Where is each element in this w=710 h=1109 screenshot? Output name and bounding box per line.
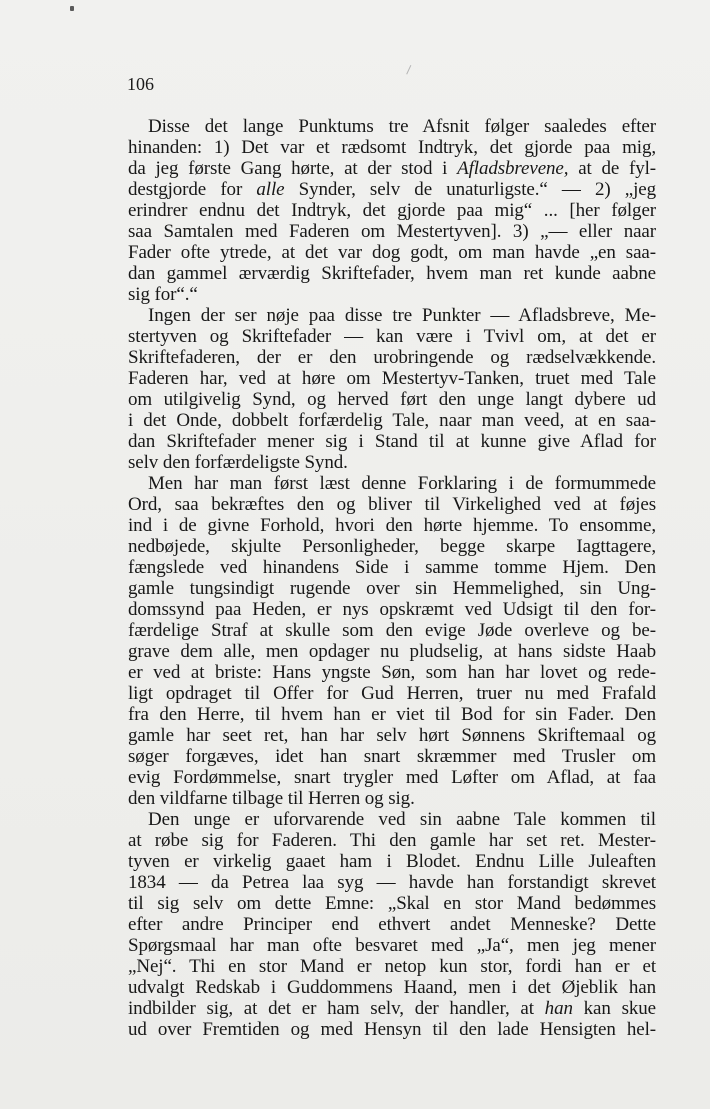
- text-line: dan gammel ærværdig Skriftefader, hvem man ret kunde aabne: [128, 263, 656, 284]
- text-line: at røbe sig for Faderen. Thi den gamle har set ret. Mester-: [128, 830, 656, 851]
- text-line: nedbøjede, skjulte Personligheder, begge skarpe Iagttagere,: [128, 536, 656, 557]
- text-line: er ved at briste: Hans yngste Søn, som han har lovet og rede-: [128, 662, 656, 683]
- text-line: fængslede ved hinandens Side i samme tomme Hjem. Den: [128, 557, 656, 578]
- scan-speck: [70, 6, 74, 11]
- text-line: Skriftefaderen, der er den urobringende og rædselvækkende.: [128, 347, 656, 368]
- text-line: erindrer endnu det Indtryk, det gjorde paa mig“ ... [her følger: [128, 200, 656, 221]
- text-line: Men har man først læst denne Forklaring i de formummede: [148, 473, 656, 494]
- text-line: domssynd paa Heden, er nys opskræmt ved Udsigt til den for-: [128, 599, 656, 620]
- text-line: Den unge er uforvarende ved sin aabne Tale kommen til: [148, 809, 656, 830]
- text-line: om utilgivelig Synd, og herved ført den unge langt dybere ud: [128, 389, 656, 410]
- text-line: 1834 — da Petrea laa syg — havde han forstandigt skrevet: [128, 872, 656, 893]
- text-line: færdelige Straf at skulle som den evige Jøde overleve og be-: [128, 620, 656, 641]
- italic-text: alle: [256, 179, 285, 200]
- italic-text: han: [544, 998, 573, 1019]
- text-line: grave dem alle, men opdager nu pludselig, at hans sidste Haab: [128, 641, 656, 662]
- text-line: tyven er virkelig gaaet ham i Blodet. Endnu Lille Juleaften: [128, 851, 656, 872]
- italic-text: Afladsbrevene,: [457, 158, 569, 179]
- text-line: søger forgæves, idet han snart skræmmer med Trusler om: [128, 746, 656, 767]
- body-text: [128, 116, 656, 1040]
- page-number: 106: [127, 74, 154, 94]
- text-line: indbilder sig, at det er ham selv, der handler, at han kan skue: [128, 998, 656, 1019]
- text-line: Ingen der ser nøje paa disse tre Punkter — Afladsbreve, Me-: [148, 305, 656, 326]
- text-line: da jeg første Gang hørte, at der stod i Afladsbrevene, at de fyl-: [128, 158, 656, 179]
- text-line: udvalgt Redskab i Guddommens Haand, men i det Øjeblik han: [128, 977, 656, 998]
- text-line: efter andre Principer end ethvert andet Menneske? Dette: [128, 914, 656, 935]
- pencil-mark: [406, 65, 417, 77]
- text-line: destgjorde for alle Synder, selv de unaturligste.“ — 2) „jeg: [128, 179, 656, 200]
- text-line: Spørgsmaal har man ofte besvaret med „Ja“, men jeg mener: [128, 935, 656, 956]
- text-line: hinanden: 1) Det var et rædsomt Indtryk, det gjorde paa mig,: [128, 137, 656, 158]
- text-line: sig for“.“: [128, 284, 198, 305]
- text-line: gamle har seet ret, han har selv hørt Sønnens Skriftemaal og: [128, 725, 656, 746]
- text-line: fra den Herre, til hvem han er viet til Bod for sin Fader. Den: [128, 704, 656, 725]
- text-line: Disse det lange Punktums tre Afsnit følger saaledes efter: [148, 116, 656, 137]
- text-line: „Nej“. Thi en stor Mand er netop kun stor, fordi han er et: [128, 956, 656, 977]
- text-line: stertyven og Skriftefader — kan være i Tvivl om, at det er: [128, 326, 656, 347]
- text-line: selv den forfærdeligste Synd.: [128, 452, 348, 473]
- text-line: i det Onde, dobbelt forfærdelig Tale, naar man veed, at en saa-: [128, 410, 656, 431]
- text-line: dan Skriftefader mener sig i Stand til at kunne give Aflad for: [128, 431, 656, 452]
- text-line: gamle tungsindigt rugende over sin Hemmelighed, sin Ung-: [128, 578, 656, 599]
- text-line: den vildfarne tilbage til Herren og sig.: [128, 788, 415, 809]
- text-line: Faderen har, ved at høre om Mestertyv-Tanken, truet med Tale: [128, 368, 656, 389]
- text-line: ud over Fremtiden og med Hensyn til den lade Hensigten hel-: [128, 1019, 656, 1040]
- text-line: Ord, saa bekræftes den og bliver til Virkelighed ved at føjes: [128, 494, 656, 515]
- text-line: ind i de givne Forhold, hvori den hørte hjemme. To ensomme,: [128, 515, 656, 536]
- text-line: Fader ofte ytrede, at det var dog godt, om man havde „en saa-: [128, 242, 656, 263]
- text-line: evig Fordømmelse, snart trygler med Løfter om Aflad, at faa: [128, 767, 656, 788]
- text-line: til sig selv om dette Emne: „Skal en stor Mand bedømmes: [128, 893, 656, 914]
- text-line: ligt opdraget til Offer for Gud Herren, truer nu med Frafald: [128, 683, 656, 704]
- text-line: saa Samtalen med Faderen om Mestertyven]. 3) „— eller naar: [128, 221, 656, 242]
